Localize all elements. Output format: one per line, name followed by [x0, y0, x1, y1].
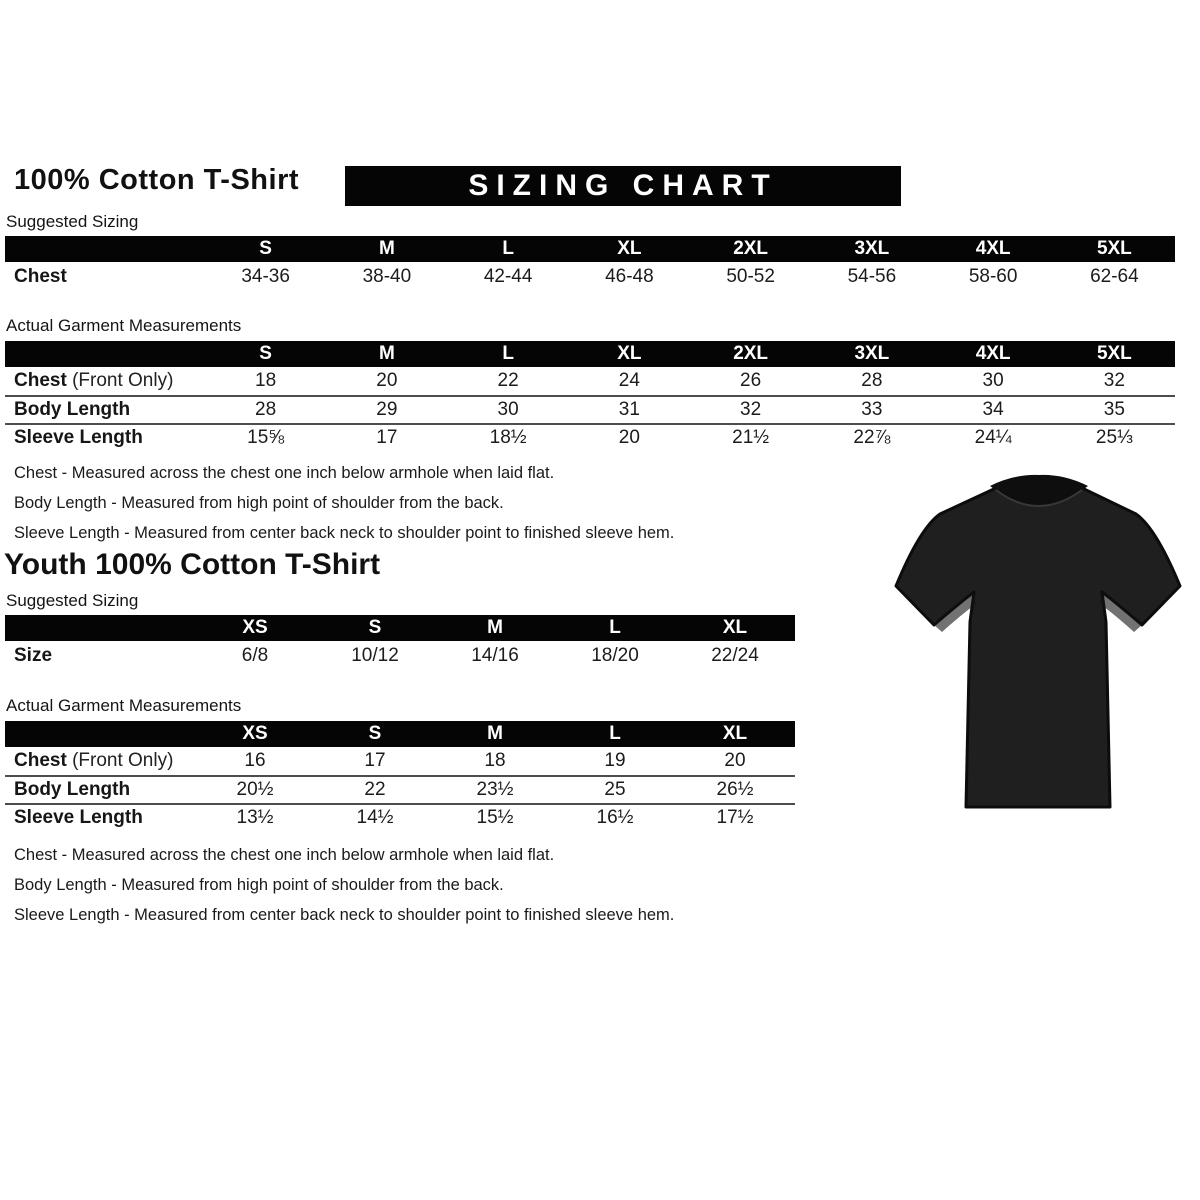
adult-actual-measurements-label: Actual Garment Measurements: [6, 316, 242, 335]
row-label: Chest: [14, 266, 67, 287]
tshirt-product-image: [886, 472, 1191, 827]
row-label: [5, 427, 205, 449]
column-header: 3XL: [854, 238, 890, 259]
table-cell: 17: [376, 427, 398, 448]
adult-suggested-sizing-table: [5, 236, 1175, 292]
column-header: 4XL: [975, 238, 1011, 259]
table-row: [5, 262, 1175, 292]
note-line: Chest - Measured across the chest one inch below armhole when laid flat.: [14, 464, 555, 482]
column-header: M: [378, 238, 395, 259]
table-cell: 28: [255, 399, 277, 420]
note-line: Body Length - Measured from high point of shoulder from the back.: [14, 494, 504, 512]
table-cell: 32: [740, 399, 762, 420]
sizing-chart-banner-text: SIZING CHART: [468, 169, 778, 202]
column-header: XS: [242, 723, 268, 744]
youth-suggested-sizing-table: [5, 615, 795, 671]
column-header: XL: [617, 238, 642, 259]
table-cell: 18/20: [591, 645, 639, 666]
adult-measurement-notes: [14, 458, 674, 548]
table-cell: 30: [497, 399, 519, 420]
row-label: [5, 779, 195, 801]
table-cell: 32: [1103, 370, 1125, 391]
column-header: 2XL: [733, 343, 769, 364]
table-cell: 20: [376, 370, 398, 391]
row-label-bold: Sleeve Length: [14, 427, 143, 448]
table-cell: 21½: [732, 427, 770, 448]
column-header: 4XL: [975, 343, 1011, 364]
column-header: M: [378, 343, 395, 364]
row-label: [5, 807, 195, 829]
table-cell: 25⅓: [1095, 427, 1133, 448]
column-header: 3XL: [854, 343, 890, 364]
sizing-chart-banner: [345, 166, 901, 206]
row-label: Size: [14, 645, 53, 666]
column-header: L: [502, 343, 514, 364]
table-cell: 30: [982, 370, 1004, 391]
adult-suggested-sizing-label: Suggested Sizing: [6, 212, 139, 231]
row-label-bold: Chest: [14, 370, 67, 391]
tshirt-body: [896, 488, 1180, 807]
table-cell: 34-36: [241, 266, 290, 287]
note-line: Sleeve Length - Measured from center back neck to shoulder point to finished sleeve hem.: [14, 906, 675, 924]
adult-actual-measurements-table: [5, 341, 1175, 451]
table-cell: 24: [618, 370, 640, 391]
table-cell: 20½: [236, 779, 274, 800]
table-cell: 18: [255, 370, 277, 391]
table-cell: 6/8: [241, 645, 269, 666]
table-cell: 16½: [596, 807, 634, 828]
adult-actual-header-row: [5, 341, 1175, 367]
table-cell: 62-64: [1090, 266, 1139, 287]
table-cell: 54-56: [847, 266, 897, 287]
table-cell: 28: [861, 370, 883, 391]
table-cell: 25: [604, 779, 626, 800]
table-cell: 17½: [716, 807, 754, 828]
youth-suggested-sizing-label: Suggested Sizing: [6, 591, 139, 610]
column-header: XS: [242, 617, 268, 638]
table-row-body-length: [5, 395, 1175, 423]
column-header: M: [487, 723, 503, 744]
table-cell: 17: [364, 750, 386, 771]
row-label-rest: (Front Only): [66, 750, 174, 771]
youth-section-title: Youth 100% Cotton T-Shirt: [4, 548, 381, 581]
column-header: L: [609, 723, 621, 744]
table-cell: 10/12: [351, 645, 399, 666]
column-header: L: [609, 617, 621, 638]
adult-suggested-header-row: [5, 236, 1175, 262]
column-header: S: [259, 343, 272, 364]
row-label-bold: Sleeve Length: [14, 807, 143, 828]
note-line: Body Length - Measured from high point of shoulder from the back.: [14, 876, 504, 894]
youth-measurement-notes: [14, 840, 674, 930]
column-header: XL: [722, 723, 748, 744]
column-header: 2XL: [733, 238, 769, 259]
table-cell: 20: [724, 750, 746, 771]
table-cell: 19: [604, 750, 626, 771]
table-row-size: [5, 641, 795, 671]
row-label: [5, 399, 205, 421]
table-cell: 38-40: [362, 266, 412, 287]
table-cell: 22: [364, 779, 386, 800]
table-cell: 42-44: [483, 266, 533, 287]
table-cell: 13½: [236, 807, 274, 828]
table-cell: 16: [244, 750, 266, 771]
row-label: [5, 370, 205, 392]
column-header: XL: [617, 343, 642, 364]
table-cell: 14½: [356, 807, 394, 828]
table-cell: 26½: [716, 779, 754, 800]
table-cell: 31: [618, 399, 640, 420]
row-label-bold: Chest: [14, 750, 67, 771]
table-cell: 26: [740, 370, 762, 391]
table-cell: 14/16: [471, 645, 519, 666]
table-cell: 15⅝: [247, 427, 285, 448]
table-cell: 15½: [476, 807, 514, 828]
note-line: Chest - Measured across the chest one inch below armhole when laid flat.: [14, 846, 555, 864]
youth-actual-measurements-table: [5, 721, 795, 831]
column-header: S: [259, 238, 272, 259]
table-row-sleeve-length: [5, 423, 1175, 451]
table-cell: 18: [484, 750, 506, 771]
row-label: [5, 750, 195, 772]
table-row-chest: [5, 367, 1175, 395]
table-cell: 58-60: [968, 266, 1018, 287]
table-cell: 22/24: [711, 645, 759, 666]
table-cell: 23½: [476, 779, 514, 800]
row-label-bold: Body Length: [14, 399, 131, 420]
table-row-chest: [5, 747, 795, 775]
tshirt-icon: [886, 472, 1191, 827]
adult-section-title: 100% Cotton T-Shirt: [14, 164, 300, 196]
table-cell: 29: [376, 399, 398, 420]
column-header: S: [368, 617, 382, 638]
youth-actual-measurements-label: Actual Garment Measurements: [6, 696, 242, 715]
column-header: XL: [722, 617, 748, 638]
table-cell: 20: [618, 427, 640, 448]
column-header: S: [368, 723, 382, 744]
row-label-bold: Body Length: [14, 779, 131, 800]
table-cell: 35: [1103, 399, 1125, 420]
table-cell: 18½: [489, 427, 527, 448]
youth-suggested-header-row: [5, 615, 795, 641]
table-row-body-length: [5, 775, 795, 803]
note-line: Sleeve Length - Measured from center back neck to shoulder point to finished sleeve hem.: [14, 524, 675, 542]
table-cell: 33: [861, 399, 883, 420]
table-cell: 22: [497, 370, 519, 391]
table-row-sleeve-length: [5, 803, 795, 831]
table-cell: 34: [982, 399, 1004, 420]
youth-actual-header-row: [5, 721, 795, 747]
column-header: L: [502, 238, 514, 259]
table-cell: 50-52: [726, 266, 775, 287]
column-header: M: [487, 617, 503, 638]
table-cell: 46-48: [605, 266, 654, 287]
table-cell: 22⅞: [853, 427, 891, 448]
column-header: 5XL: [1096, 343, 1132, 364]
table-cell: 24¼: [974, 427, 1012, 448]
row-label-rest: (Front Only): [66, 370, 174, 391]
column-header: 5XL: [1096, 238, 1132, 259]
